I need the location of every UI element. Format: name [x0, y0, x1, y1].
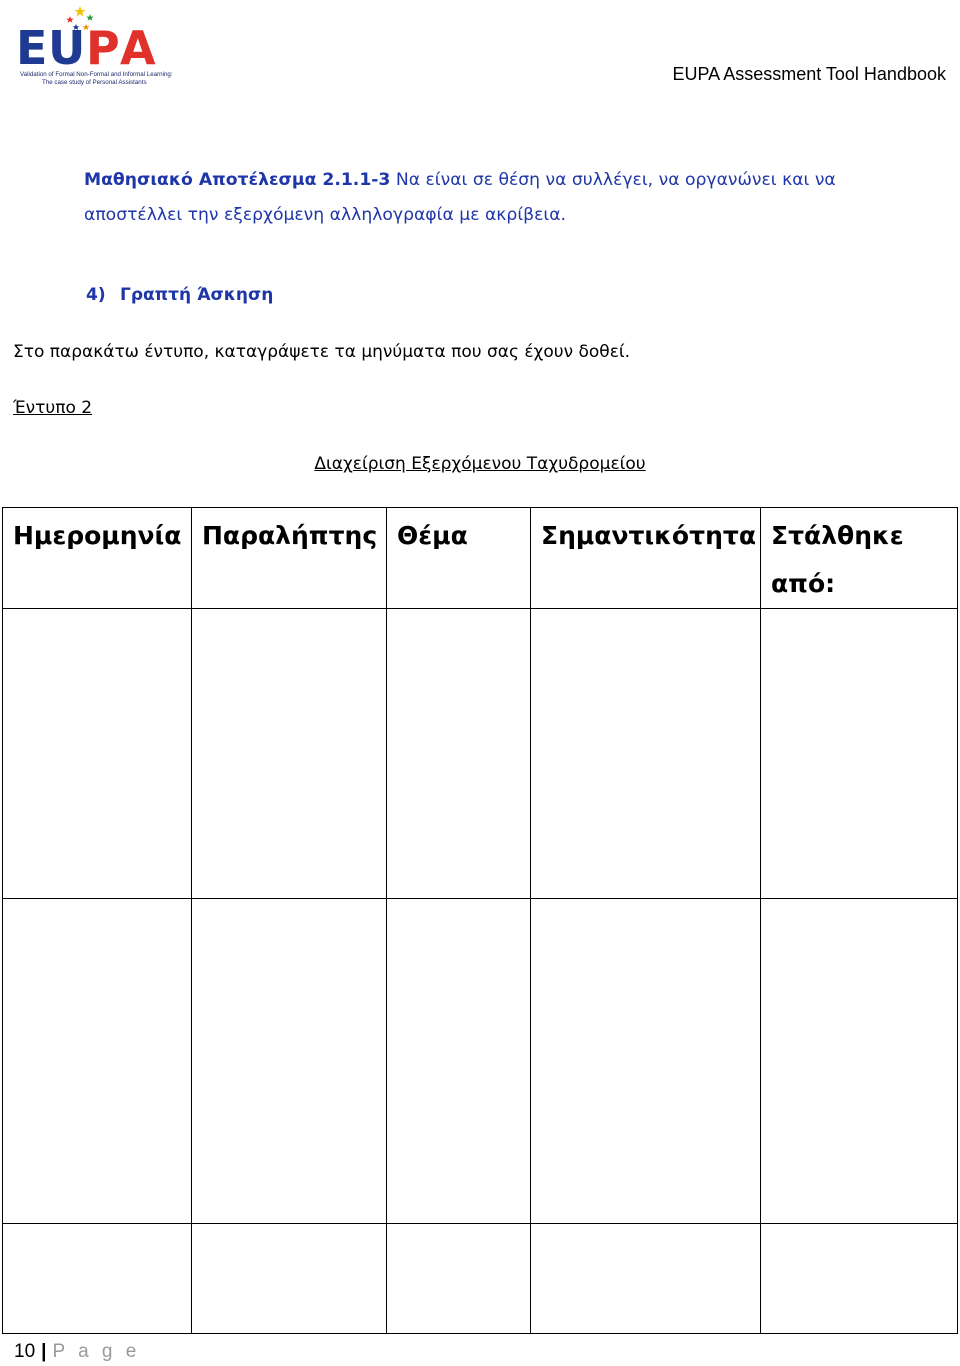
learning-outcome-text: Να είναι σε θέση να συλλέγει, να οργανώνει και να αποστέλλει την εξερχόμενη αλληλογραφία με ακρίβεια. [84, 170, 836, 225]
table-header-row [3, 508, 958, 609]
table-cell[interactable] [761, 1224, 958, 1334]
exercise-heading [86, 285, 273, 305]
page-footer [14, 1341, 140, 1363]
instructions-text: Στο παρακάτω έντυπο, καταγράψετε τα μηνύματα που σας έχουν δοθεί. [13, 342, 631, 362]
outgoing-mail-table [2, 507, 958, 1334]
column-header-subject: Θέμα [387, 508, 531, 609]
table-cell[interactable] [3, 1224, 192, 1334]
table-cell[interactable] [761, 899, 958, 1224]
logo-caption-line-2: The case study of Personal Assistants [42, 78, 147, 86]
footer-separator: | [41, 1341, 47, 1362]
svg-text:E: E [16, 21, 48, 72]
logo-caption-line-1: Validation of Formal Non-Formal and Informal Learning: [20, 71, 173, 78]
exercise-title: Γραπτή Άσκηση [120, 285, 274, 305]
table-cell[interactable] [387, 1224, 531, 1334]
table-cell[interactable] [192, 1224, 387, 1334]
table-cell[interactable] [3, 609, 192, 899]
page-number: 10 [14, 1341, 36, 1362]
learning-outcome [84, 163, 924, 233]
table-cell[interactable] [387, 899, 531, 1224]
form-label: Έντυπο 2 [13, 398, 93, 418]
svg-text:A: A [120, 21, 156, 72]
table-cell[interactable] [531, 899, 761, 1224]
table-row [3, 609, 958, 899]
table-cell[interactable] [531, 1224, 761, 1334]
table-row [3, 1224, 958, 1334]
column-header-sent-by: Στάλθηκε από: [761, 508, 958, 609]
table-cell[interactable] [761, 609, 958, 899]
eupa-logo [14, 2, 174, 86]
table-cell[interactable] [3, 899, 192, 1224]
exercise-number: 4) [86, 285, 106, 305]
table-cell[interactable] [387, 609, 531, 899]
page-word: P a g e [52, 1341, 141, 1362]
logo-caption [20, 71, 180, 86]
eupa-logo-graphic [14, 2, 174, 72]
table-cell[interactable] [531, 609, 761, 899]
table-cell[interactable] [192, 609, 387, 899]
learning-outcome-label: Μαθησιακό Αποτέλεσμα 2.1.1-3 [84, 170, 391, 190]
form-title: Διαχείριση Εξερχόμενου Ταχυδρομείου [314, 454, 646, 474]
svg-text:U: U [48, 21, 86, 72]
table-cell[interactable] [192, 899, 387, 1224]
header-title: EUPA Assessment Tool Handbook [672, 64, 946, 84]
svg-text:P: P [86, 21, 120, 72]
column-header-importance: Σημαντικότητα [531, 508, 761, 609]
column-header-date: Ημερομηνία [3, 508, 192, 609]
column-header-recipient: Παραλήπτης [192, 508, 387, 609]
table-row [3, 899, 958, 1224]
